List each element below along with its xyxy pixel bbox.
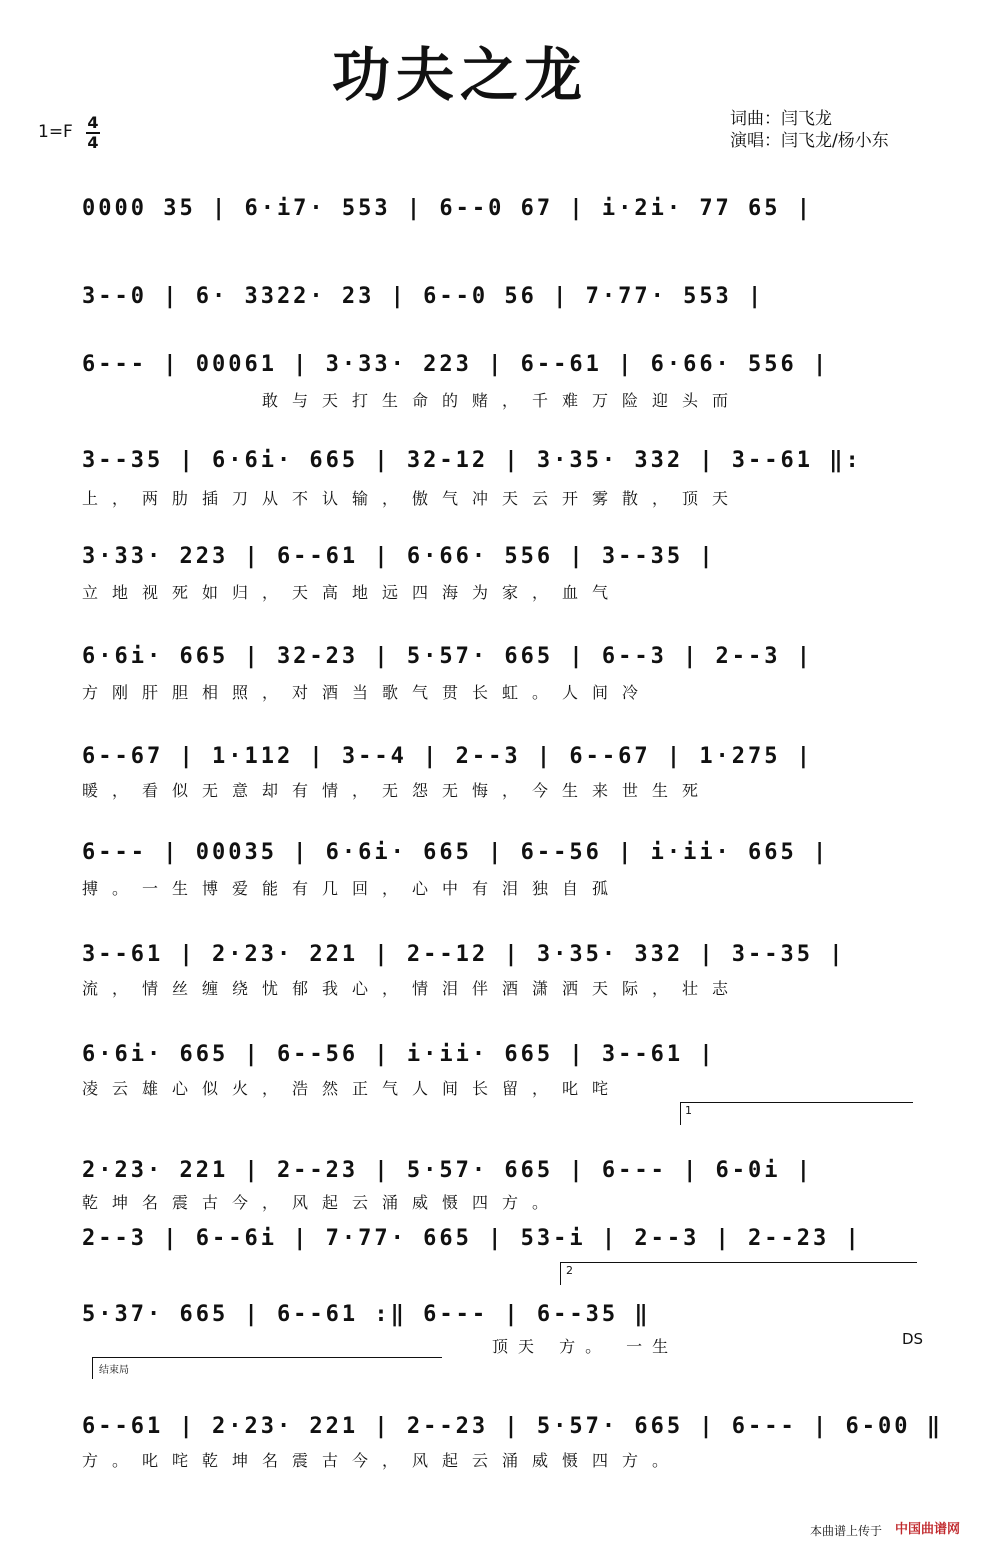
lyric-line: 搏。一生博爱能有几回，心中有泪独自孤 <box>82 879 623 898</box>
score-system-9 <box>82 938 920 972</box>
score-system-8 <box>82 836 920 870</box>
score-system-2 <box>82 280 920 314</box>
volta-1-bracket <box>680 1102 913 1125</box>
ending-bracket <box>92 1357 442 1379</box>
time-signature <box>84 114 102 152</box>
lyric-line: 顶天 方。 一生 <box>492 1337 679 1356</box>
score-system-14 <box>82 1410 943 1444</box>
volta-2-number: 2 <box>566 1264 573 1277</box>
notes-line: 3--0 | 6· 3322· 23 | 6--0 56 | 7·77· 553 | <box>82 284 765 309</box>
score-system-13 <box>82 1298 920 1332</box>
lyric-line: 凌云雄心似火，浩然正气人间长留，叱咤 <box>82 1079 623 1098</box>
credits <box>730 108 889 152</box>
notes-line: 3--35 | 6·6i· 665 | 32-12 | 3·35· 332 | 3--61 ‖: <box>82 448 862 473</box>
notes-line: 0000 35 | 6·i7· 553 | 6--0 67 | i·2i· 77 65 | <box>82 196 814 221</box>
score-system-7 <box>82 740 920 774</box>
notes-line: 2--3 | 6--6i | 7·77· 665 | 53-i | 2--3 | 2--23 | <box>82 1226 862 1251</box>
notes-line: 6--- | 00061 | 3·33· 223 | 6--61 | 6·66· 556 | <box>82 352 830 377</box>
lyric-line: 方刚肝胆相照，对酒当歌气贯长虹。人间冷 <box>82 683 653 702</box>
notes-line: 3·33· 223 | 6--61 | 6·66· 556 | 3--35 | <box>82 544 716 569</box>
notes-line: 6·6i· 665 | 6--56 | i·ii· 665 | 3--61 | <box>82 1042 716 1067</box>
score-system-4 <box>82 444 920 478</box>
score-system-6 <box>82 640 920 674</box>
volta-1-number: 1 <box>685 1104 692 1117</box>
upload-note: 本曲谱上传于 <box>810 1524 883 1538</box>
time-signature-top: 4 <box>87 113 99 132</box>
score-system-1 <box>82 192 920 226</box>
score-system-12 <box>82 1222 920 1256</box>
credit-lyrics-music: 词曲：闫飞龙 <box>730 109 832 129</box>
lyric-line: 乾坤名震古今，风起云涌威慑四方。 <box>82 1193 563 1212</box>
key-signature: 1=F <box>38 122 73 142</box>
score-system-10 <box>82 1038 920 1072</box>
volta-2-bracket <box>560 1262 917 1285</box>
site-logo[interactable]: 中国曲谱网 <box>895 1522 961 1537</box>
notes-line: 6·6i· 665 | 32-23 | 5·57· 665 | 6--3 | 2--3 | <box>82 644 814 669</box>
ending-label: 结束局 <box>99 1365 129 1376</box>
lyric-line: 暖，看似无意却有情，无怨无悔，今生来世生死 <box>82 781 713 800</box>
credit-singer: 演唱：闫飞龙/杨小东 <box>730 131 889 151</box>
lyric-line: 上，两肋插刀从不认输，傲气冲天云开雾散，顶天 <box>82 489 743 508</box>
notes-line: 6--61 | 2·23· 221 | 2--23 | 5·57· 665 | 6--- | 6-00 ‖ <box>82 1414 943 1439</box>
song-title: 功夫之龙 <box>331 41 588 109</box>
ds-marker: DS <box>902 1330 924 1348</box>
score-system-5 <box>82 540 920 574</box>
score-system-3 <box>82 348 920 382</box>
lyric-line: 立地视死如归，天高地远四海为家，血气 <box>82 583 623 602</box>
notes-line: 2·23· 221 | 2--23 | 5·57· 665 | 6--- | 6-0i | <box>82 1158 814 1183</box>
notes-line: 5·37· 665 | 6--61 :‖ 6--- | 6--35 ‖ <box>82 1302 651 1327</box>
notes-line: 6--- | 00035 | 6·6i· 665 | 6--56 | i·ii· 665 | <box>82 840 830 865</box>
score-system-11 <box>82 1154 920 1188</box>
lyric-line: 流，情丝缠绕忧郁我心，情泪伴酒潇洒天际，壮志 <box>82 979 743 998</box>
lyric-line: 方。叱咤乾坤名震古今，风起云涌威慑四方。 <box>82 1451 683 1470</box>
notes-line: 6--67 | 1·112 | 3--4 | 2--3 | 6--67 | 1·275 | <box>82 744 814 769</box>
time-signature-bottom: 4 <box>87 133 99 152</box>
lyric-line: 敢与天打生命的赌，千难万险迎头而 <box>262 391 743 410</box>
notes-line: 3--61 | 2·23· 221 | 2--12 | 3·35· 332 | 3--35 | <box>82 942 846 967</box>
